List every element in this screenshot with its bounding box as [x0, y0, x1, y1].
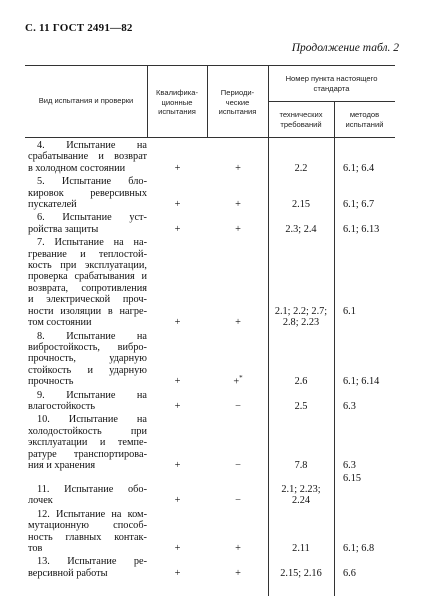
test-name-line: кость при эксплуатации, — [28, 260, 147, 272]
test-name-line: 11. Испытание обо- — [37, 483, 147, 495]
test-name-line: ройства защиты — [28, 223, 99, 235]
periodic-cell — [208, 317, 268, 328]
test-name-cell — [25, 484, 147, 507]
technical-requirements-line: 2.3; 2.4 — [285, 223, 317, 235]
test-methods-cell: 6.1; 6.4 — [343, 162, 375, 174]
technical-requirements-cell — [268, 224, 334, 235]
test-name-line: кировок реверсивных — [28, 187, 147, 199]
test-name-line: мутационную способ- — [28, 520, 147, 532]
test-name-line: ности изоляции в нагре- — [28, 305, 147, 317]
footnote-mark: * — [239, 373, 243, 382]
test-name-line: версивной работы — [28, 567, 108, 579]
header-standard-clause: Номер пункта настоящего стандарта — [285, 74, 378, 93]
header-periodic: Периоди- ческие испытания — [218, 88, 257, 116]
page-header: С. 11 ГОСТ 2491—82 — [25, 22, 133, 34]
test-name-line: возврата, сопротивления — [28, 282, 147, 294]
test-name-line: лочек — [28, 495, 53, 507]
qualification-cell: + — [174, 495, 181, 507]
qualification-cell: + — [174, 567, 181, 579]
test-methods-cell: 6.1; 6.13 — [343, 223, 380, 235]
qualification-cell: + — [174, 162, 181, 174]
test-name-cell — [25, 390, 147, 413]
test-name-cell — [25, 556, 147, 579]
test-name-line: 13. Испытание ре- — [37, 556, 147, 568]
technical-requirements-line: 2.15 — [291, 199, 311, 211]
test-methods-cell: 6.3 — [343, 459, 356, 471]
header-qualification: Квалифика- ционные испытания — [156, 88, 198, 116]
subheader-divider — [268, 101, 395, 102]
test-methods-cell: 6.1 — [343, 306, 356, 318]
header-technical-requirements: технических требований — [279, 110, 323, 129]
technical-requirements-cell — [268, 306, 334, 329]
technical-requirements-line: 2.11 — [292, 543, 310, 554]
test-name-line: в холодном состоянии — [28, 162, 126, 174]
header-test-type: Вид испытания и проверки — [38, 96, 134, 105]
test-name-line: гревание и теплостой- — [28, 248, 147, 260]
periodic-cell — [208, 543, 268, 554]
periodic-value: − — [235, 459, 241, 471]
technical-requirements-cell — [268, 460, 334, 471]
periodic-value: + — [235, 162, 241, 174]
table-continuation-label: Продолжение табл. 2 — [291, 42, 399, 54]
periodic-cell — [208, 224, 268, 235]
periodic-value: + — [235, 223, 241, 235]
test-name-line: прочность, ударную — [28, 353, 147, 365]
periodic-cell — [208, 568, 268, 579]
technical-requirements-cell — [268, 543, 334, 554]
technical-requirements-cell — [268, 163, 334, 174]
test-name-line: тов — [28, 543, 43, 554]
technical-requirements-cell — [268, 401, 334, 412]
table-row — [25, 140, 395, 174]
test-name-line: вибростойкость, вибро- — [28, 341, 147, 353]
test-name-line: 5. Испытание бло- — [37, 176, 147, 188]
periodic-value: + — [235, 543, 241, 554]
test-name-line: ния и хранения — [28, 459, 96, 471]
table-row — [25, 390, 395, 413]
test-name-cell — [25, 140, 147, 174]
technical-requirements-cell — [268, 568, 334, 579]
technical-requirements-line: 2.24 — [291, 495, 311, 507]
test-methods-cell: 6.1; 6.8 — [343, 543, 375, 554]
periodic-cell — [208, 163, 268, 174]
test-methods-cell: 6.3 — [343, 400, 356, 412]
table-row — [25, 331, 395, 388]
test-name-line: 7. Испытание на на- — [37, 237, 147, 249]
periodic-value: + — [235, 199, 241, 211]
qualification-cell: + — [174, 317, 181, 329]
technical-requirements-cell — [268, 484, 334, 507]
test-name-line: стойкость и ударную — [28, 364, 147, 376]
qualification-cell: + — [174, 459, 181, 471]
test-name-cell — [25, 237, 147, 328]
table-row — [25, 237, 395, 328]
test-name-cell — [25, 331, 147, 388]
test-name-line: ратуре транспортирова- — [28, 448, 147, 460]
test-name-line: срабатывание и возврат — [28, 151, 147, 163]
test-name-line: холодостойкость при — [28, 425, 147, 437]
technical-requirements-line: 2.1; 2.2; 2.7; — [274, 305, 328, 317]
qualification-cell: + — [174, 199, 181, 211]
header-bottom-border — [25, 137, 395, 138]
table-row — [25, 556, 395, 579]
test-name-cell — [25, 212, 147, 235]
test-name-line: 10. Испытание на — [37, 414, 147, 426]
periodic-value: + — [235, 567, 241, 579]
periodic-cell — [208, 401, 268, 412]
test-methods-cell: 6.6 — [343, 567, 356, 579]
technical-requirements-line: 2.2 — [294, 162, 308, 174]
test-methods-cell: 6.1; 6.14 — [343, 376, 380, 388]
periodic-value: + — [235, 317, 241, 329]
test-name-line: влагостойкость — [28, 400, 96, 412]
table-row — [25, 414, 395, 471]
table-top-border — [25, 65, 395, 66]
test-methods-cell: 6.1; 6.7 — [343, 199, 375, 211]
technical-requirements-line: 7.8 — [294, 459, 308, 471]
technical-requirements-line: 2.1; 2.23; — [281, 483, 321, 495]
test-name-line: 8. Испытание на — [37, 330, 147, 342]
technical-requirements-line: 2.15; 2.16 — [280, 567, 322, 579]
qualification-cell: + — [174, 376, 181, 388]
test-name-line: прочность — [28, 376, 74, 388]
header-test-methods: методов испытаний — [345, 110, 384, 129]
test-name-line: эксплуатации и темпе- — [28, 437, 147, 449]
test-name-cell — [25, 176, 147, 210]
periodic-cell — [208, 460, 268, 471]
table-body — [25, 140, 395, 581]
periodic-cell — [208, 495, 268, 506]
technical-requirements-cell — [268, 376, 334, 387]
test-name-line: и электрической проч- — [28, 294, 147, 306]
table-row — [25, 176, 395, 210]
qualification-cell: + — [174, 543, 181, 554]
test-name-cell — [25, 509, 147, 555]
table-row — [25, 509, 395, 555]
test-name-line: том состоянии — [28, 317, 92, 329]
test-name-line: пускателей — [28, 199, 77, 211]
test-name-line: 4. Испытание на — [37, 140, 147, 151]
test-name-line: проверка срабатывания и — [28, 271, 147, 283]
test-name-line: 12. Испытание на ком- — [37, 508, 147, 520]
test-name-line: ность главных контак- — [28, 531, 147, 543]
test-name-line: 9. Испытание на — [37, 389, 147, 401]
test-name-line: 6. Испытание уст- — [37, 212, 147, 224]
qualification-cell: + — [174, 223, 181, 235]
table-row — [25, 473, 395, 506]
qualification-cell: + — [174, 400, 181, 412]
periodic-value: − — [235, 400, 241, 412]
technical-requirements-line: 2.5 — [294, 400, 308, 412]
periodic-value: + — [233, 376, 240, 388]
test-methods-cell: 6.15 — [343, 473, 362, 485]
technical-requirements-line: 2.6 — [294, 376, 308, 388]
test-name-cell — [25, 414, 147, 471]
table-row — [25, 212, 395, 235]
periodic-cell — [208, 199, 268, 210]
technical-requirements-line: 2.8; 2.23 — [282, 317, 320, 329]
technical-requirements-cell — [268, 199, 334, 210]
periodic-cell — [208, 373, 268, 388]
periodic-value: − — [235, 495, 241, 507]
